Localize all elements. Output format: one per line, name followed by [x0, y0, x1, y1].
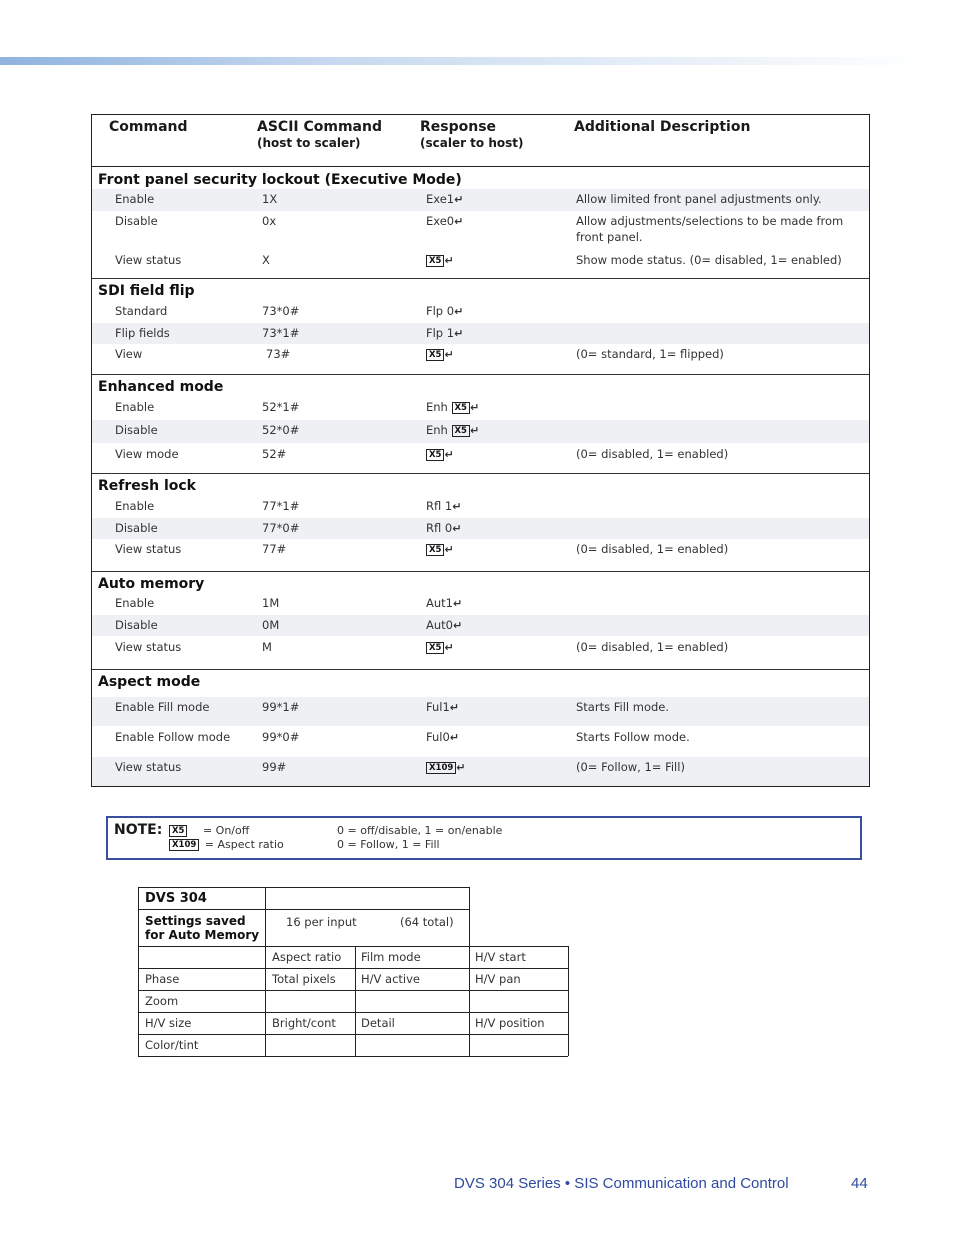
response-cell — [426, 639, 454, 656]
settings-cell: Aspect ratio — [272, 950, 342, 964]
ascii-cell: 0x — [262, 214, 277, 228]
settings-cell: Total pixels — [272, 972, 336, 986]
variable-box: X5 — [452, 402, 470, 414]
note-values: 0 = off/disable, 1 = on/enable — [337, 824, 503, 837]
response-cell — [426, 422, 479, 439]
settings-cell: H/V position — [475, 1016, 545, 1030]
response-cell — [426, 759, 466, 776]
response-text: Flp 1 — [426, 326, 455, 340]
settings-cell: Film mode — [361, 950, 421, 964]
ascii-cell: 52*0# — [262, 423, 300, 437]
response-cell — [426, 446, 454, 463]
settings-table-title: DVS 304 — [145, 891, 207, 906]
command-cell: View — [115, 347, 143, 361]
table-rule — [138, 990, 568, 991]
col-header-response: Response (scaler to host) — [420, 119, 524, 150]
table-rule — [138, 1034, 568, 1035]
section-title: SDI field flip — [98, 283, 195, 299]
ascii-cell: 52# — [262, 447, 287, 461]
ascii-cell: 77# — [262, 542, 287, 556]
variable-box: X5 — [169, 825, 187, 837]
response-text: Enh — [426, 423, 448, 437]
section-title: Front panel security lockout (Executive Mode) — [98, 172, 462, 188]
return-icon: ↵ — [452, 500, 462, 513]
header-divider — [92, 166, 869, 167]
ascii-cell: 73# — [266, 347, 291, 361]
table-rule — [138, 887, 139, 1057]
return-icon: ↵ — [444, 543, 454, 556]
response-cell — [426, 213, 463, 230]
section-divider — [92, 278, 869, 279]
table-rule — [265, 887, 266, 1057]
col-header-ascii: ASCII Command (host to scaler) — [257, 119, 382, 150]
col-header-command: Command — [109, 119, 188, 135]
return-icon: ↵ — [454, 193, 464, 206]
description-cell: (0= Follow, 1= Fill) — [576, 760, 685, 774]
response-cell — [426, 617, 462, 634]
description-cell: Starts Fill mode. — [576, 700, 670, 714]
response-cell — [426, 303, 463, 320]
table-rule — [138, 1056, 568, 1057]
return-icon: ↵ — [444, 641, 454, 654]
settings-cell: H/V active — [361, 972, 420, 986]
return-icon: ↵ — [454, 327, 464, 340]
command-cell: Enable Fill mode — [115, 700, 210, 714]
description-cell: (0= standard, 1= flipped) — [576, 347, 724, 361]
table-rule — [355, 946, 356, 1056]
variable-box: X5 — [426, 544, 444, 556]
command-cell: View status — [115, 640, 182, 654]
response-text: Rfl 0 — [426, 521, 453, 535]
command-cell: Enable — [115, 499, 155, 513]
settings-cell: Phase — [145, 972, 180, 986]
return-icon: ↵ — [449, 701, 460, 714]
return-icon: ↵ — [469, 424, 480, 437]
note-item-x5 — [169, 824, 249, 838]
variable-box: X5 — [426, 449, 444, 461]
header-accent-bar — [0, 57, 930, 65]
response-cell — [426, 346, 454, 363]
row-shading — [92, 323, 869, 344]
ascii-cell: 99*0# — [262, 730, 300, 744]
response-cell — [426, 699, 459, 716]
command-cell: Standard — [115, 304, 168, 318]
variable-box: X5 — [426, 255, 444, 267]
section-title: Aspect mode — [98, 674, 201, 690]
command-cell: Enable Follow mode — [115, 730, 231, 744]
table-rule — [568, 946, 569, 1056]
settings-cell: Detail — [361, 1016, 395, 1030]
table-rule — [138, 909, 469, 910]
return-icon: ↵ — [452, 619, 463, 632]
section-divider — [92, 669, 869, 670]
command-cell: Disable — [115, 618, 158, 632]
response-text: Aut0 — [426, 618, 453, 632]
table-rule — [138, 887, 469, 888]
page-number: 44 — [851, 1175, 868, 1192]
response-cell — [426, 399, 479, 416]
table-rule — [138, 946, 568, 947]
command-cell: Enable — [115, 596, 155, 610]
variable-box: X5 — [452, 425, 470, 437]
response-text: Rfl 1 — [426, 499, 453, 513]
response-text: Enh — [426, 400, 448, 414]
command-cell: View status — [115, 253, 182, 267]
response-text: Exe1 — [426, 192, 455, 206]
variable-box: X5 — [426, 349, 444, 361]
ascii-cell: 1X — [262, 192, 278, 206]
ascii-cell: M — [262, 640, 272, 654]
settings-cell: H/V size — [145, 1016, 192, 1030]
section-title: Refresh lock — [98, 478, 196, 494]
return-icon: ↵ — [469, 401, 480, 414]
note-box — [106, 816, 862, 860]
return-icon: ↵ — [454, 215, 464, 228]
description-cell: Show mode status. (0= disabled, 1= enabled) — [576, 253, 842, 267]
section-divider — [92, 374, 869, 375]
return-icon: ↵ — [456, 761, 466, 774]
command-cell: View status — [115, 760, 182, 774]
command-cell: Enable — [115, 400, 155, 414]
settings-row-label: Settings saved for Auto Memory — [145, 914, 260, 942]
ascii-cell: 77*1# — [262, 499, 300, 513]
section-title: Enhanced mode — [98, 379, 224, 395]
table-rule — [469, 887, 470, 1057]
response-cell — [426, 498, 461, 515]
settings-cell: H/V pan — [475, 972, 521, 986]
ascii-cell: 1M — [262, 596, 280, 610]
description-cell: (0= disabled, 1= enabled) — [576, 542, 729, 556]
response-text: Exe0 — [426, 214, 455, 228]
section-title: Auto memory — [98, 576, 205, 592]
row-shading — [92, 420, 869, 443]
ascii-cell: 99*1# — [262, 700, 300, 714]
ascii-cell: 99# — [262, 760, 287, 774]
return-icon: ↵ — [444, 448, 454, 461]
response-text: Aut1 — [426, 596, 453, 610]
note-meaning: = On/off — [202, 824, 250, 837]
settings-cell: Zoom — [145, 994, 179, 1008]
ascii-cell: 77*0# — [262, 521, 300, 535]
command-cell: View status — [115, 542, 182, 556]
note-item-x109 — [169, 838, 284, 852]
section-divider — [92, 473, 869, 474]
command-cell: Disable — [115, 423, 158, 437]
response-cell — [426, 191, 463, 208]
col-header-description: Additional Description — [574, 119, 751, 135]
settings-cell: H/V start — [475, 950, 526, 964]
command-cell: Disable — [115, 214, 158, 228]
return-icon: ↵ — [444, 254, 454, 267]
ascii-cell: 52*1# — [262, 400, 300, 414]
sis-command-table — [91, 114, 870, 787]
ascii-cell: 73*1# — [262, 326, 300, 340]
response-cell — [426, 729, 459, 746]
row-shading — [92, 518, 869, 539]
description-cell: Starts Follow mode. — [576, 730, 690, 744]
response-text: Ful0 — [426, 730, 450, 744]
description-cell: (0= disabled, 1= enabled) — [576, 640, 729, 654]
description-cell: Allow limited front panel adjustments only. — [576, 192, 822, 206]
note-values: 0 = Follow, 1 = Fill — [337, 838, 440, 851]
ascii-cell: 73*0# — [262, 304, 300, 318]
response-cell — [426, 595, 462, 612]
settings-cell: Bright/cont — [272, 1016, 336, 1030]
ascii-cell: 0M — [262, 618, 280, 632]
command-cell: View mode — [115, 447, 179, 461]
table-rule — [138, 1012, 568, 1013]
row-shading — [92, 615, 869, 636]
total-count: (64 total) — [400, 915, 454, 929]
description-cell: Allow adjustments/selections to be made from front panel. — [576, 214, 844, 244]
response-cell — [426, 520, 461, 537]
response-cell — [426, 541, 454, 558]
note-meaning: = Aspect ratio — [204, 838, 284, 851]
ascii-cell: X — [262, 253, 270, 267]
variable-box: X109 — [169, 839, 199, 851]
footer-title: DVS 304 Series • SIS Communication and Control — [454, 1175, 789, 1192]
variable-box: X109 — [426, 762, 456, 774]
return-icon: ↵ — [444, 348, 454, 361]
description-cell: (0= disabled, 1= enabled) — [576, 447, 729, 461]
return-icon: ↵ — [452, 522, 462, 535]
response-text: Ful1 — [426, 700, 450, 714]
command-cell: Flip fields — [115, 326, 170, 340]
section-divider — [92, 571, 869, 572]
command-cell: Enable — [115, 192, 155, 206]
settings-cell: Color/tint — [145, 1038, 199, 1052]
table-rule — [138, 968, 568, 969]
return-icon: ↵ — [454, 305, 464, 318]
return-icon: ↵ — [452, 597, 463, 610]
variable-box: X5 — [426, 642, 444, 654]
response-text: Flp 0 — [426, 304, 455, 318]
command-cell: Disable — [115, 521, 158, 535]
response-cell — [426, 325, 463, 342]
response-cell — [426, 252, 454, 269]
return-icon: ↵ — [449, 731, 460, 744]
note-label: NOTE: — [114, 822, 163, 838]
per-input-count: 16 per input — [286, 915, 357, 929]
